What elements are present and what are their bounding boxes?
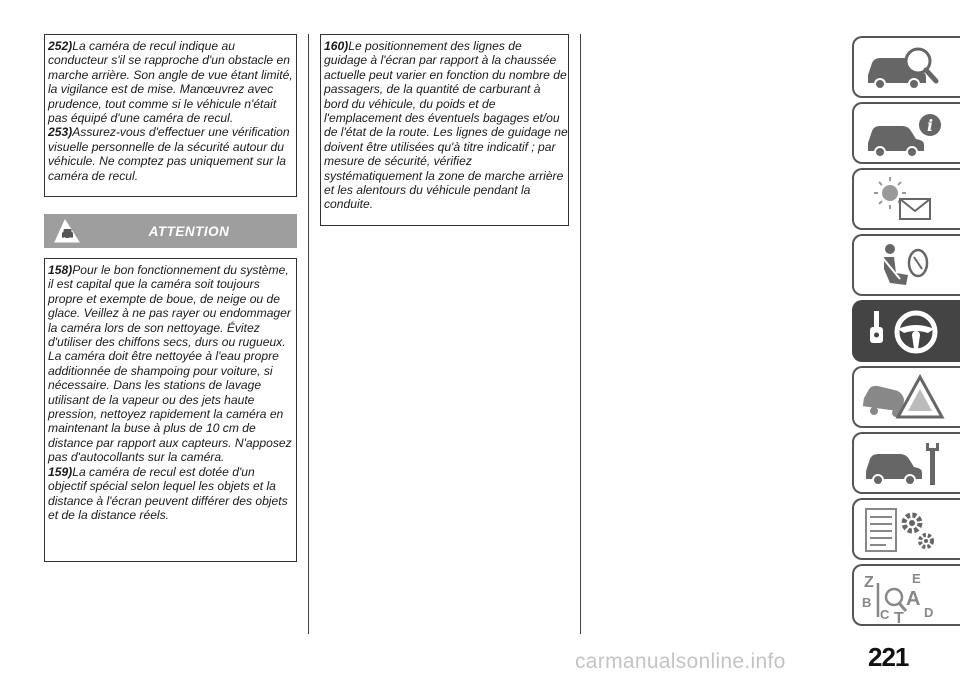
note-253: 253)Assurez-vous d'effectuer une vérification visuelle personnelle de la sécurité autour du véhicule. Ne comptez pas uniquement sur la caméra de recul.	[48, 125, 290, 183]
page-number: 221	[868, 642, 909, 672]
column-divider-left	[308, 34, 309, 634]
notes-box-1	[44, 34, 297, 197]
svg-text:i: i	[927, 116, 934, 135]
light-message-icon	[860, 173, 950, 227]
tab-maintenance[interactable]	[852, 432, 960, 494]
tab-safety[interactable]	[852, 234, 960, 296]
svg-text:Z: Z	[864, 574, 874, 591]
note-158: 158)Pour le bon fonctionnement du système, il est capital que la caméra soit toujours propre et exempte de boue, de neige ou de glace. Veillez à ne pas rayer ou endommager la caméra lors de son nettoyage. Évitez d'utiliser des chiffons secs, durs ou rugueux. La caméra doit être nettoyée à l'eau propre additionnée de shampoing pour voiture, si nécessaire. Dans les stations de lavage utilisant de la vapeur ou des jets haute pression, nettoyez rapidement la caméra en maintenant la buse à plus de 10 cm de distance par rapport aux capteurs. N'apposez pas d'autocollants sur la caméra.	[48, 263, 292, 465]
svg-text:E: E	[912, 571, 921, 586]
car-wrench-icon	[860, 437, 950, 491]
note-159: 159)La caméra de recul est dotée d'un objectif spécial selon lequel les objets et la distance à l'écran peuvent différer des objets et de la distance réels.	[48, 464, 288, 522]
notes-box-2	[44, 258, 297, 562]
seat-airbag-icon	[860, 239, 950, 293]
column-divider-right	[580, 34, 581, 634]
list-gears-icon	[860, 503, 950, 557]
svg-text:A: A	[906, 588, 921, 610]
tab-starting-driving[interactable]	[852, 300, 960, 362]
car-crash-triangle-icon	[860, 371, 950, 425]
attention-banner	[44, 214, 297, 248]
tab-emergency[interactable]	[852, 366, 960, 428]
svg-text:C: C	[880, 607, 890, 622]
tab-warning-lights[interactable]	[852, 168, 960, 230]
svg-text:B: B	[862, 595, 872, 610]
key-steering-wheel-icon	[860, 305, 950, 359]
alphabet-index-icon	[860, 569, 950, 623]
note-252: 252)La caméra de recul indique au conducteur s'il se rapproche d'un obstacle en marche arrière. Son angle de vue étant limité, la vigilance est de mise. Manœuvrez avec prudence, tout comme si le véhicule n'était pas équipé d'une caméra de recul.	[48, 39, 293, 126]
car-magnifier-icon	[860, 41, 950, 95]
attention-title: ATTENTION	[148, 224, 230, 239]
svg-text:D: D	[924, 605, 934, 620]
watermark: carmanualsonline.info	[575, 650, 786, 673]
tab-index[interactable]	[852, 564, 960, 626]
tab-vehicle-info[interactable]	[852, 102, 960, 164]
tab-knowing-vehicle[interactable]	[852, 36, 960, 98]
notes-box-3	[320, 34, 569, 226]
car-warning-icon	[52, 218, 82, 249]
note-160: 160)Le positionnement des lignes de guidage à l'écran par rapport à la chaussée actuelle peut varier en fonction du nombre de passagers, de la quantité de carburant à bord du véhicule, du poids et de l'emplacement des éventuels bagages et/ou de l'état de la route. Les lignes de guidage ne doivent être utilisées qu'à titre indicatif ; par mesure de sécurité, vérifiez systématiquement la zone de marche arrière et les alentours du véhicule pendant la conduite.	[324, 39, 568, 212]
car-info-icon	[860, 107, 950, 161]
tab-technical-data[interactable]	[852, 498, 960, 560]
svg-text:T: T	[894, 610, 904, 623]
